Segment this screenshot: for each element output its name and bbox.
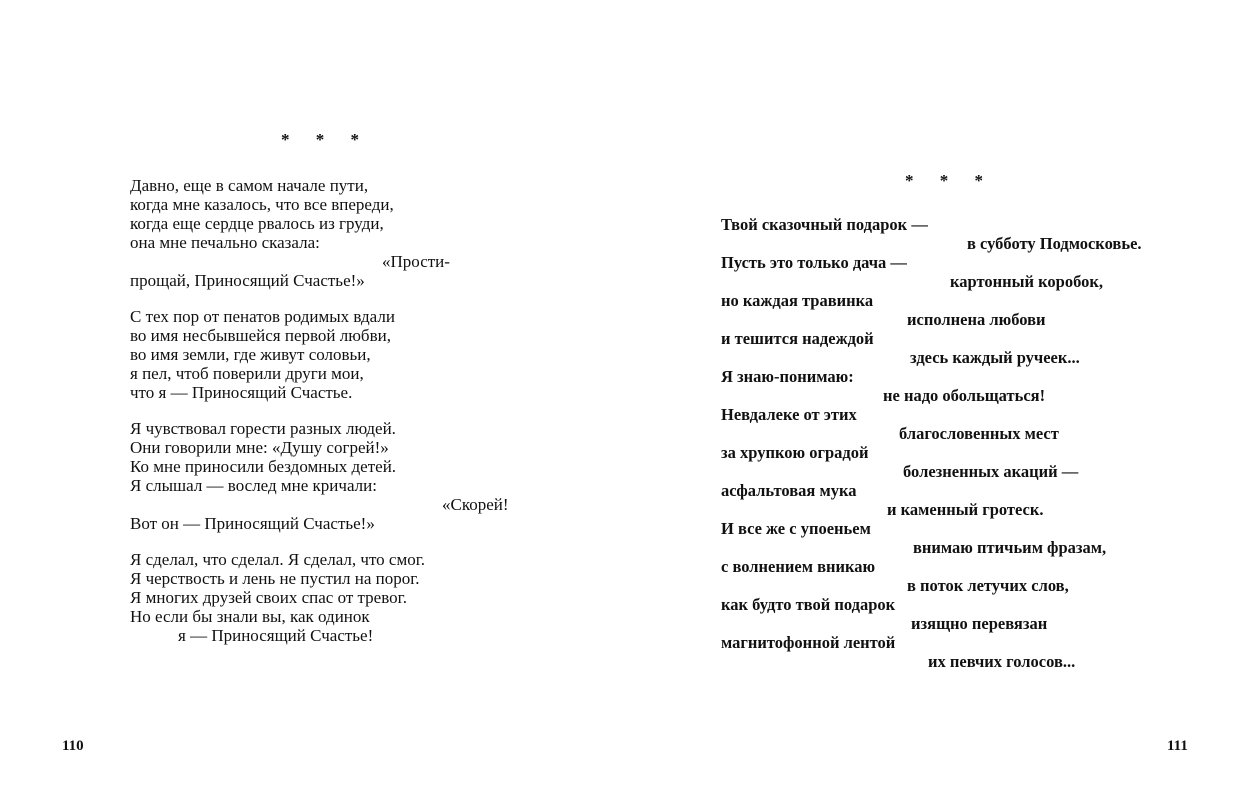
poem-line: И все же с упоеньем [721,519,871,538]
poem-line: я пел, чтоб поверили други мои, [130,364,364,383]
poem-line: их певчих голосов... [928,652,1076,671]
poem-line: Невдалеке от этих [721,405,857,424]
poem-line: болезненных акаций — [903,462,1079,481]
poem-line: «Прости- [382,252,450,271]
stanza-gap [130,290,509,307]
poem-line: Я чувствовал горести разных людей. [130,419,396,438]
section-ornament: * * * [281,130,370,149]
poem-line: Давно, еще в самом начале пути, [130,176,369,195]
poem-line: и каменный гротеск. [887,500,1044,519]
poem-line: Твой сказочный подарок — [721,215,928,234]
stanza [130,307,509,402]
poem-line: картонный коробок, [950,272,1104,291]
poem-line: Но если бы знали вы, как одинок [130,607,370,626]
poem-line: «Скорей! [442,495,509,514]
poem-line: что я — Приносящий Счастье. [130,383,353,402]
poem-line: как будто твой подарок [721,595,896,614]
poem-line: во имя земли, где живут соловьи, [130,345,371,364]
poem-line: и тешится надеждой [721,329,874,348]
poem-line: за хрупкою оградой [721,443,869,462]
stanza [130,176,509,290]
poem-line: Я черствость и лень не пустил на порог. [130,569,420,588]
poem-line: во имя несбывшейся первой любви, [130,326,391,345]
page-number: 111 [1167,738,1188,754]
poem-line: Вот он — Приносящий Счастье!» [130,514,375,533]
poem-line: в поток летучих слов, [907,576,1069,595]
poem-line: внимаю птичьим фразам, [913,538,1107,557]
right-poem [721,215,1142,671]
poem-line: Ко мне приносили бездомных детей. [130,457,397,476]
poem-line: Пусть это только дача — [721,253,907,272]
poem-line: здесь каждый ручеек... [910,348,1080,367]
poem-line: не надо обольщаться! [883,386,1046,405]
poem-line: Я знаю-понимаю: [721,367,854,386]
poem-line: с волнением вникаю [721,557,876,576]
stanza [130,550,509,645]
poem-line: когда мне казалось, что все впереди, [130,195,394,214]
poem-line: изящно перевязан [911,614,1048,633]
section-ornament: * * * [905,171,994,190]
poem-line: асфальтовая мука [721,481,857,500]
poem-line: исполнена любови [907,310,1046,329]
left-poem [130,176,509,645]
poem-line: прощай, Приносящий Счастье!» [130,271,365,290]
poem-line: Я сделал, что сделал. Я сделал, что смог. [130,550,426,569]
poem-line: Я слышал — вослед мне кричали: [130,476,377,495]
poem-line: я — Приносящий Счастье! [178,626,374,645]
page-number: 110 [62,738,84,754]
poem-line: Я многих друзей своих спас от тревог. [130,588,407,607]
poem-line: в субботу Подмосковье. [967,234,1142,253]
right-page [625,0,1250,800]
stanza-gap [130,402,509,419]
poem-line: но каждая травинка [721,291,874,310]
stanza-gap [130,533,509,550]
poem-line: благословенных мест [899,424,1059,443]
poem-line: С тех пор от пенатов родимых вдали [130,307,395,326]
stanza [130,419,509,533]
poem-line: магнитофонной лентой [721,633,896,652]
poem-line: она мне печально сказала: [130,233,320,252]
poem-line: Они говорили мне: «Душу согрей!» [130,438,389,457]
poem-line: когда еще сердце рвалось из груди, [130,214,384,233]
